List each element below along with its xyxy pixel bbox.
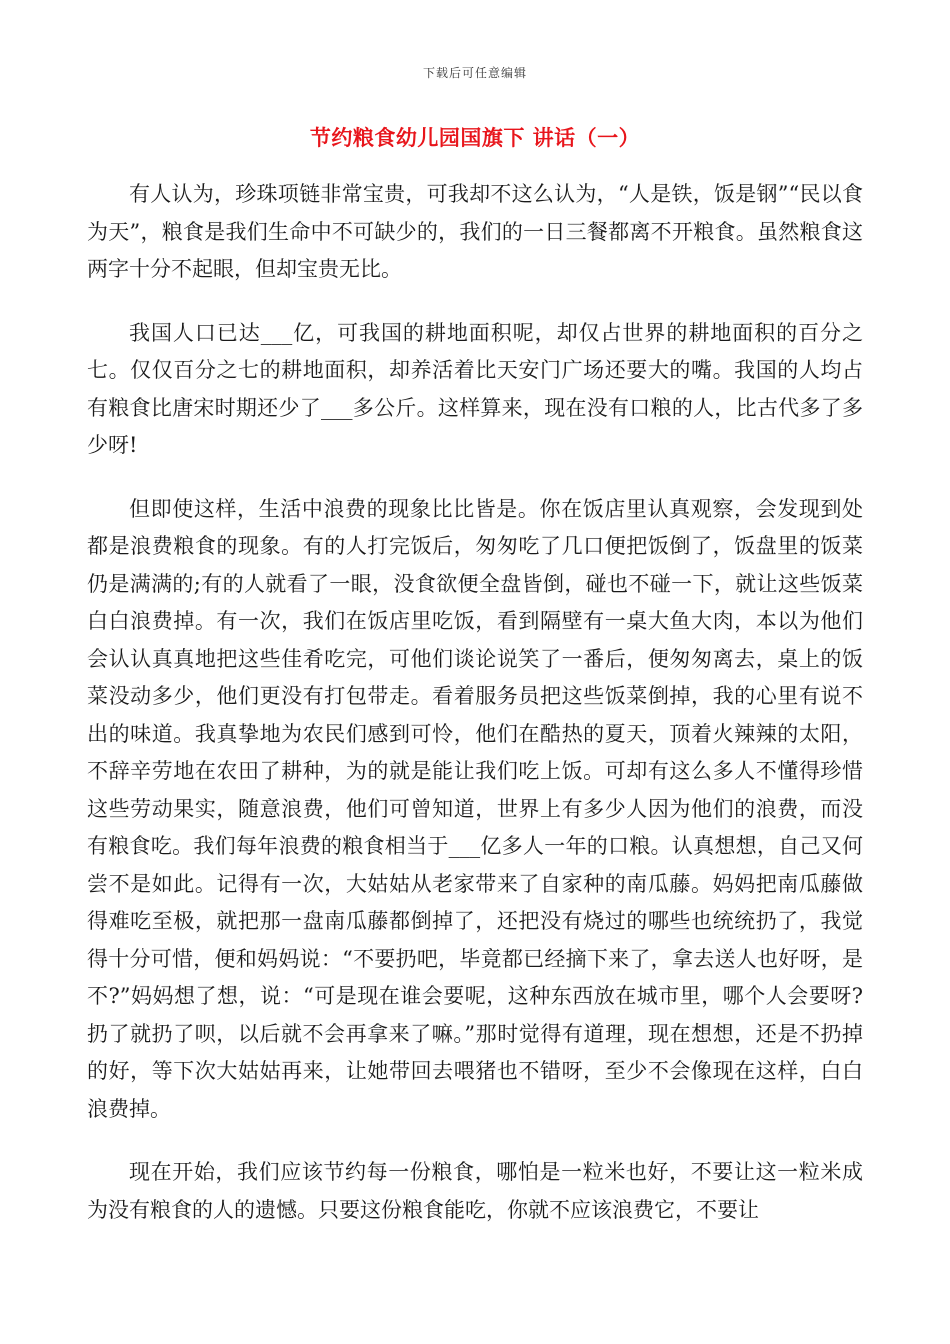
paragraph: 但即使这样，生活中浪费的现象比比皆是。你在饭店里认真观察，会发现到处都是浪费粮食的现象。有的人打完饭后，匆匆吃了几口便把饭倒了，饭盘里的饭菜仍是满满的;有的人就看了一眼，没食欲便全盘皆倒，碰也不碰一下，就让这些饭菜白白浪费掉。有一次，我们在饭店里吃饭，看到隔壁有一桌大鱼大肉，本以为他们会认认真真地把这些佳肴吃完，可他们谈论说笑了一番后，便匆匆离去，桌上的饭菜没动多少，他们更没有打包带走。看着服务员把这些饭菜倒掉，我的心里有说不出的味道。我真挚地为农民们感到可怜，他们在酷热的夏天，顶着火辣辣的太阳，不辞辛劳地在农田了耕种，为的就是能让我们吃上饭。可却有这么多人不懂得珍惜这些劳动果实，随意浪费，他们可曾知道，世界上有多少人因为他们的浪费，而没有粮食吃。我们每年浪费的粮食相当于___亿多人一年的口粮。认真想想，自己又何尝不是如此。记得有一次，大姑姑从老家带来了自家种的南瓜藤。妈妈把南瓜藤做得难吃至极，就把那一盘南瓜藤都倒掉了，还把没有烧过的哪些也统统扔了，我觉得十分可惜，便和妈妈说：“不要扔吧，毕竟都已经摘下来了，拿去送人也好呀，是不?”妈妈想了想，说：“可是现在谁会要呢，这种东西放在城市里，哪个人会要呀?扔了就扔了呗，以后就不会再拿来了嘛。”那时觉得有道理，现在想想，还是不扔掉的好，等下次大姑姑再来，让她带回去喂猪也不错呀，至少不会像现在这样，白白浪费掉。 bbox=[87, 496, 863, 1121]
paragraph: 有人认为，珍珠项链非常宝贵，可我却不这么认为，“人是铁，饭是钢”“民以食为天”，粮食是我们生命中不可缺少的，我们的一日三餐都离不开粮食。虽然粮食这两字十分不起眼，但却宝贵无比。 bbox=[87, 182, 863, 281]
header-note: 下载后可任意编辑 bbox=[422, 66, 527, 80]
document-title: 节约粮食幼儿园国旗下 讲话（一） bbox=[309, 126, 641, 150]
paragraph: 我国人口已达___亿，可我国的耕地面积呢，却仅占世界的耕地面积的百分之七。仅仅百分之七的耕地面积，却养活着比天安门广场还要大的嘴。我国的人均占有粮食比唐宋时期还少了___多公斤。这样算来，现在没有口粮的人，比古代多了多少呀! bbox=[87, 320, 863, 457]
document-body bbox=[87, 176, 863, 1255]
paragraph: 现在开始，我们应该节约每一份粮食，哪怕是一粒米也好，不要让这一粒米成为没有粮食的人的遗憾。只要这份粮食能吃，你就不应该浪费它，不要让 bbox=[87, 1160, 863, 1222]
